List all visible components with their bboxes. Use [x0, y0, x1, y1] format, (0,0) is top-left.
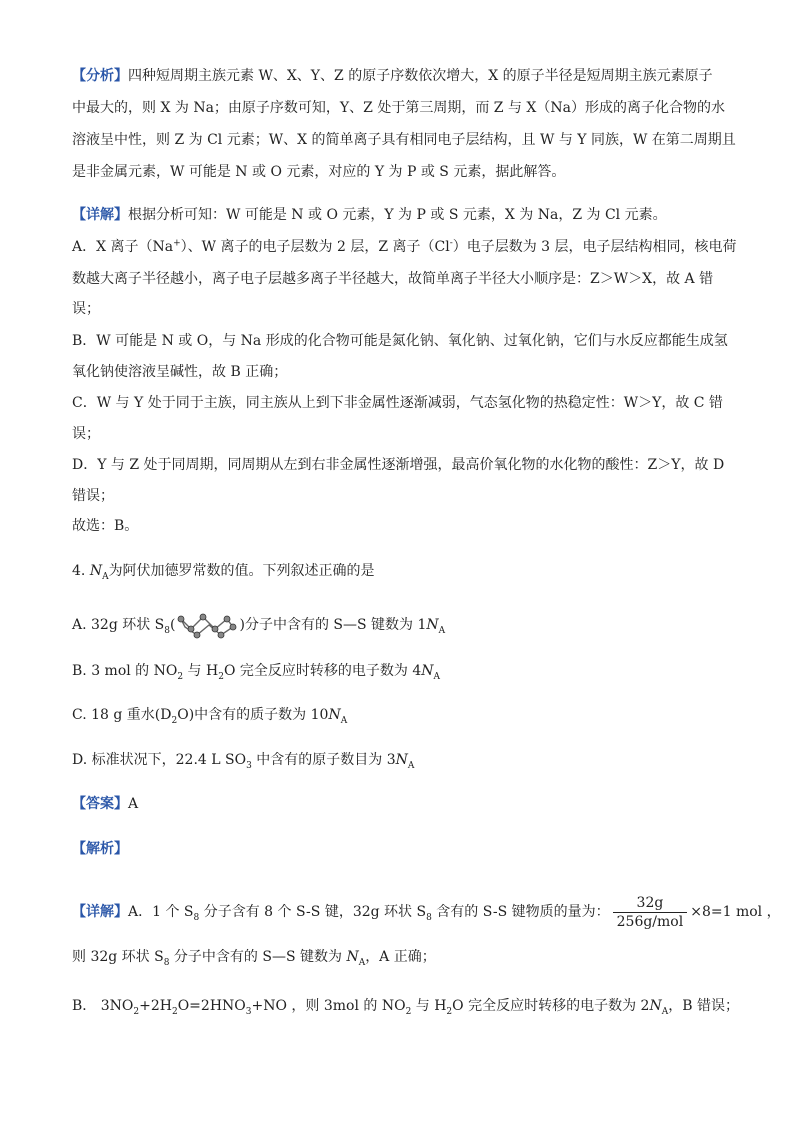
analysis-line-2: 中最大的，则 X 为 Na；由原子序数可知，Y、Z 处于第三周期，而 Z 与 X（Na）形成的离子化合物的水 — [72, 100, 725, 116]
jiexi-line — [72, 839, 128, 859]
detail-a-line-2: 数越大离子半径越小，离子电子层越多离子半径越大，故简单离子半径大小顺序是：Z＞W＞X，故 A 错 — [72, 271, 714, 287]
detail-d-line-1: D．Y 与 Z 处于同周期，同周期从左到右非金属性逐渐增强，最高价氧化物的水化物的酸性：Z＞Y，故 D — [72, 457, 725, 473]
detail2-b-line: B． $3NO_2+2H_2O=2HNO_3+NO$ ，则 3mol 的 $NO_2$ 与 $H_2O$ 完全反应时转移的电子数为 $2N_A$，B 错误； — [72, 998, 739, 1017]
detail2-tag: 【详解】 — [72, 904, 128, 920]
fraction: $\frac{32g}{\text{256g/mol}}$ — [613, 895, 688, 930]
analysis-line-4: 是非金属元素，W 可能是 N 或 O 元素，对应的 Y 为 P 或 S 元素，据此解答。 — [72, 164, 566, 180]
detail-b-line-1: B．W 可能是 N 或 O，与 Na 形成的化合物可能是氮化钠、氧化钠、过氧化钠，它们与水反应都能生成氢 — [72, 333, 728, 349]
question-stem: 4. $N_A$为阿伏加德罗常数的值。下列叙述正确的是 — [72, 563, 375, 582]
detail-choice: 故选：B。 — [72, 518, 139, 534]
detail-a-line-3: 误； — [72, 301, 100, 317]
option-b: B. 3 mol 的 $NO_2$ 与 $H_2O$ 完全反应时转移的电子数为 $4N_A$ — [72, 663, 440, 682]
detail2-a-line-1: 【详解】A．1 个 $S_8$ 分子含有 8 个 S-S 键，32g 环状 $S_8$ 含有的 S-S 键物质的量为： $\frac{32g}{\text{256g/mol}}$ ×8=1 mol ， — [72, 894, 781, 930]
detail-c-line-2: 误； — [72, 426, 100, 442]
detail2-a-line-2: 则 32g 环状 $S_8$ 分子中含有的 S—S 键数为 $N_A$，A 正确； — [72, 949, 436, 968]
detail-tag: 【详解】 — [72, 207, 128, 223]
analysis-line-1: 【分析】四种短周期主族元素 W、X、Y、Z 的原子序数依次增大，X 的原子半径是短周期主族元素原子 — [72, 68, 713, 84]
detail-c-line-1: C．W 与 Y 处于同于主族，同主族从上到下非金属性逐渐减弱，气态氢化物的热稳定性：W＞Y，故 C 错 — [72, 395, 723, 411]
jiexi-tag: 【解析】 — [72, 841, 128, 857]
s8-ring-structure-icon — [175, 611, 239, 639]
option-a: A. 32g 环状 $S_8$( )分子中含有的 S—S 键数为 $1N_A$ — [72, 611, 445, 639]
option-c: C. 18 g 重水$(D_2O)$中含有的质子数为 $10N_A$ — [72, 707, 348, 726]
option-d: D. 标准状况下，22.4 L $SO_3$ 中含有的原子数目为 $3N_A$ — [72, 752, 415, 771]
detail-intro: 【详解】根据分析可知：W 可能是 N 或 O 元素，Y 为 P 或 S 元素，X 为 Na，Z 为 Cl 元素。 — [72, 207, 667, 223]
answer-tag: 【答案】 — [72, 796, 128, 812]
answer-line — [72, 794, 138, 814]
answer-value: A — [128, 796, 139, 812]
detail-d-line-2: 错误； — [72, 488, 114, 504]
detail-b-line-2: 氧化钠使溶液呈碱性，故 B 正确； — [72, 364, 288, 380]
analysis-tag: 【分析】 — [72, 68, 128, 84]
detail-a-line-1: A．X 离子（Na+）、W 离子的电子层数为 2 层，Z 离子（Cl-）电子层数为 3 层，电子层结构相同，核电荷 — [72, 238, 737, 255]
analysis-line-3: 溶液呈中性，则 Z 为 Cl 元素；W、X 的简单离子具有相同电子层结构，且 W 与 Y 同族，W 在第二周期且 — [72, 132, 736, 148]
